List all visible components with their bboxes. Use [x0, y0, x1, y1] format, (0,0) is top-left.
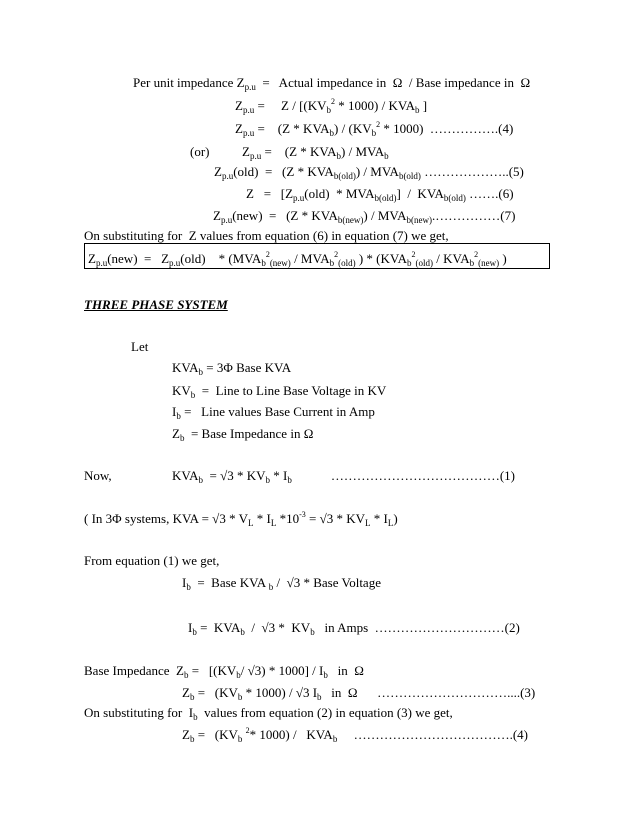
- equation-4: $Z_{p.u}$ = $(Z * KVA_b) / (KV_b^2 * 1000)$ …………….(4): [235, 120, 514, 138]
- definition-kv: $KV_b$ = Line to Line Base Voltage in KV: [172, 383, 387, 400]
- let-label: Let: [131, 339, 149, 354]
- substitution-text: On substituting for $I_b$ values from equation (2) in equation (3) we get,: [84, 705, 453, 722]
- equation-2: $I_b = KVA_b / √3 * KV_b$ in Amps …………………………(2): [188, 620, 520, 637]
- equation-4-final: $Z_b = (KV_b$ $^2$* $1000) / KVA_b$ ……………………………….(4): [182, 726, 528, 744]
- equation-1: $KVA_b = √3 * KV_b * I_b$ …………………………………(1): [172, 468, 516, 485]
- equation-7: $Z_{p.u}(new) = (Z * KVA_{b(new)})$ / $MVA_{b(new)}.\dots\dots\dots\dots\dots(7)$: [213, 208, 516, 225]
- equation-6: $Z = [Z_{p.u}(old) * MVA_{b(old)}] / KVA_{b(old)}$ …….(6): [246, 186, 514, 203]
- definition-impedance: $Z_b$ = Base Impedance in Ω: [172, 426, 314, 443]
- per-unit-impedance-definition: Per unit impedance $Z_{p.u}$ = Actual impedance in Ω / Base impedance in Ω: [133, 75, 531, 92]
- section-heading: THREE PHASE SYSTEM: [84, 297, 228, 312]
- result-equation: $Z_{p.u}(new) = Z_{p.u}(old)$ * ($MVA_b^2_{(new)} / MVA_b^2_{(old)}$ ) * ($KVA_b^2_{(old)} / KVA_b^2_{(new)}$ ): [88, 250, 507, 268]
- equation-3: $Z_b = (KV_b * 1000) / √3$ $I_b$ in Ω …………………………....(3): [182, 685, 536, 702]
- equation-5: $Z_{p.u}(old) = (Z * KVA_{b(old)}) / MVA_{b(old)}$ ………………..(5): [214, 164, 524, 181]
- definition-current: $I_b$ = Line values Base Current in Amp: [172, 404, 375, 421]
- base-impedance-equation: Base Impedance $Z_b = [(KV_b/$ $√3) * 1000] / I_b$ in Ω: [84, 663, 364, 680]
- three-phase-note: ( In 3Φ systems, KVA = $√3 * V_L * I_L$ $*10^{-3} = √3 * KV_L * I_L$): [84, 510, 398, 528]
- from-equation-text: From equation (1) we get,: [84, 553, 220, 568]
- equation-line: $Z_{p.u}$ = Z / [$(KV_b^2 * 1000) / KVA_b$ ]: [235, 97, 428, 115]
- substitution-text: On substituting for Z values from equation (6) in equation (7) we get,: [84, 228, 449, 243]
- equation-line: (or) $Z_{p.u}$ = $(Z * KVA_b) / MVA_b$: [190, 144, 389, 161]
- definition-kva: $KVA_b = 3\Phi$ Base KVA: [172, 360, 292, 377]
- now-label: Now,: [84, 468, 112, 483]
- base-current-equation: $I_b$ = Base KVA $_b$ / √3 * Base Voltage: [182, 575, 381, 592]
